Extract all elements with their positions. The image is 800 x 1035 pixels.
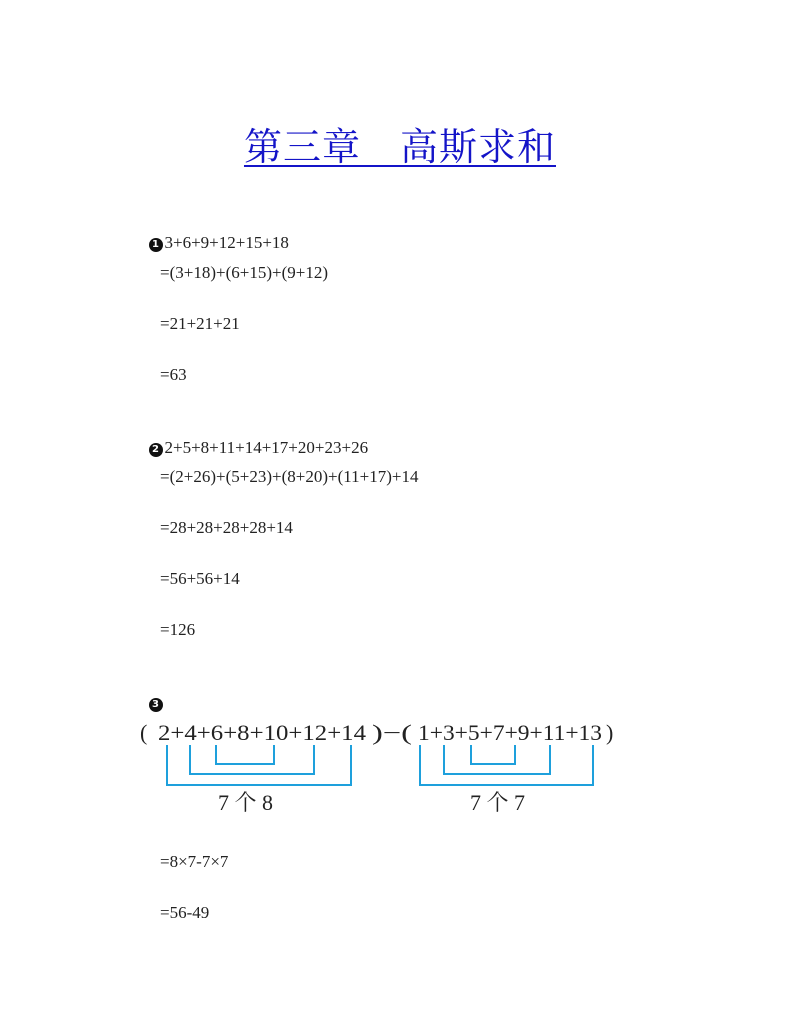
number-1-icon: 1 <box>149 238 163 252</box>
number-2-icon: 2 <box>149 443 163 457</box>
problem-2-step-4: =126 <box>160 620 196 639</box>
problem-1-step-2: =21+21+21 <box>160 314 240 333</box>
right-bracket-middle <box>444 745 550 774</box>
problem-3-expression <box>140 670 165 714</box>
problem-3-step-1: =8×7-7×7 <box>160 852 229 871</box>
figure-open-paren: ( <box>140 720 148 745</box>
problem-2-expression <box>140 415 368 459</box>
page-title <box>0 122 800 172</box>
problem-1-expression-text: 3+6+9+12+15+18 <box>164 233 289 252</box>
page-title-text: 第三章 高斯求和 <box>243 125 556 169</box>
figure-middle-operator: )−( <box>372 720 412 745</box>
right-bracket-inner <box>471 745 515 764</box>
pairing-figure <box>140 712 640 822</box>
problem-2-step-1: =(2+26)+(5+23)+(8+20)+(11+17)+14 <box>160 467 419 486</box>
figure-left-caption: 7 个 8 <box>218 790 274 815</box>
left-bracket-middle <box>190 745 314 774</box>
problem-1-expression <box>140 210 289 254</box>
figure-close-paren: ) <box>606 720 614 745</box>
number-3-icon: 3 <box>149 698 163 712</box>
left-bracket-inner <box>216 745 274 764</box>
problem-1-step-1: =(3+18)+(6+15)+(9+12) <box>160 263 328 282</box>
figure-left-sum: 2+4+6+8+10+12+14 <box>158 720 366 745</box>
problem-1-step-3: =63 <box>160 365 187 384</box>
problem-3-step-2: =56-49 <box>160 903 210 922</box>
figure-right-sum: 1+3+5+7+9+11+13 <box>418 720 602 745</box>
problem-2-step-2: =28+28+28+28+14 <box>160 518 293 537</box>
problem-2-step-3: =56+56+14 <box>160 569 240 588</box>
figure-right-caption: 7 个 7 <box>470 790 526 815</box>
problem-2-expression-text: 2+5+8+11+14+17+20+23+26 <box>164 438 369 457</box>
